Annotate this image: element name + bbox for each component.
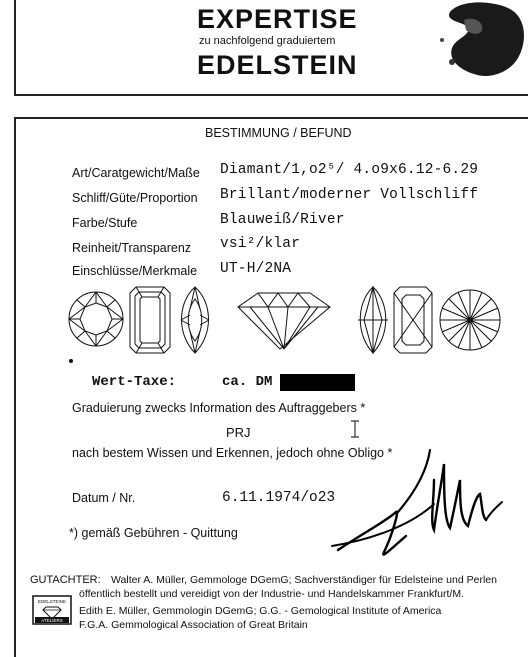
client-code: PRJ bbox=[226, 425, 251, 440]
field-value-cut: Brillant/moderner Vollschliff bbox=[220, 187, 479, 203]
field-value-clarity: vsi²/klar bbox=[220, 236, 301, 252]
ink-stain bbox=[430, 0, 528, 80]
valuation-label: Wert-Taxe: bbox=[92, 374, 177, 390]
date-value: 6.11.1974/o23 bbox=[222, 490, 336, 506]
brilliant-profile-diagram bbox=[238, 293, 330, 349]
marquise-pavilion-diagram bbox=[358, 287, 388, 353]
field-label-clarity: Reinheit/Transparenz bbox=[72, 241, 192, 255]
header-title-expertise: EXPERTISE bbox=[197, 4, 358, 34]
fee-note: *) gemäß Gebühren - Quittung bbox=[69, 526, 238, 540]
signature bbox=[330, 440, 510, 575]
text-cursor-icon bbox=[350, 420, 360, 438]
round-pavilion-diagram bbox=[440, 290, 500, 350]
footer-line-4: F.G.A. Gemmological Association of Great Britain bbox=[79, 619, 308, 631]
diamond-diagrams bbox=[68, 285, 528, 357]
field-label-carat: Art/Caratgewicht/Maße bbox=[72, 166, 200, 180]
bullet-dot bbox=[69, 359, 73, 363]
round-brilliant-diagram bbox=[69, 292, 123, 346]
footer-line-3: Edith E. Müller, Gemmologin DGemG; G.G. - Gemological Institute of America bbox=[79, 605, 442, 617]
field-value-carat: Diamant/1,o2⁵/ 4.o9x6.12-6.29 bbox=[220, 162, 479, 178]
section-title: BESTIMMUNG / BEFUND bbox=[205, 126, 352, 140]
footer-line-1: Walter A. Müller, Gemmologe DGemG; Sachverständiger für Edelsteine und Perlen bbox=[111, 574, 497, 586]
seal-top-text: EDELSTEINE bbox=[37, 599, 67, 604]
footer-line-2: öffentlich bestellt und vereidigt von der Industrie- und Handelskammer Frankfurt/M. bbox=[79, 588, 464, 600]
field-label-cut: Schliff/Güte/Proportion bbox=[72, 191, 198, 205]
emerald-cut-diagram bbox=[130, 287, 170, 353]
date-label: Datum / Nr. bbox=[72, 491, 136, 505]
header-subtitle: zu nachfolgend graduiertem bbox=[199, 35, 336, 47]
emerald-pavilion-diagram bbox=[394, 287, 432, 353]
header-title-edelstein: EDELSTEIN bbox=[197, 50, 358, 80]
field-label-inclusions: Einschlüsse/Merkmale bbox=[72, 264, 198, 278]
valuation-prefix: ca. DM bbox=[222, 374, 273, 390]
seal-bottom-text: ATELIERS bbox=[41, 618, 63, 623]
footer-label: GUTACHTER: bbox=[30, 574, 101, 586]
grading-note: Graduierung zwecks Information des Auftraggebers * bbox=[72, 401, 366, 415]
valuation-redacted-amount bbox=[280, 374, 355, 391]
disclaimer-text: nach bestem Wissen und Erkennen, jedoch ohne Obligo * bbox=[72, 446, 393, 460]
field-label-color: Farbe/Stufe bbox=[72, 216, 138, 230]
field-value-color: Blauweiß/River bbox=[220, 212, 345, 228]
seal-logo bbox=[32, 595, 72, 625]
marquise-diagram bbox=[181, 287, 209, 353]
field-value-inclusions: UT-H/2NA bbox=[220, 261, 292, 277]
